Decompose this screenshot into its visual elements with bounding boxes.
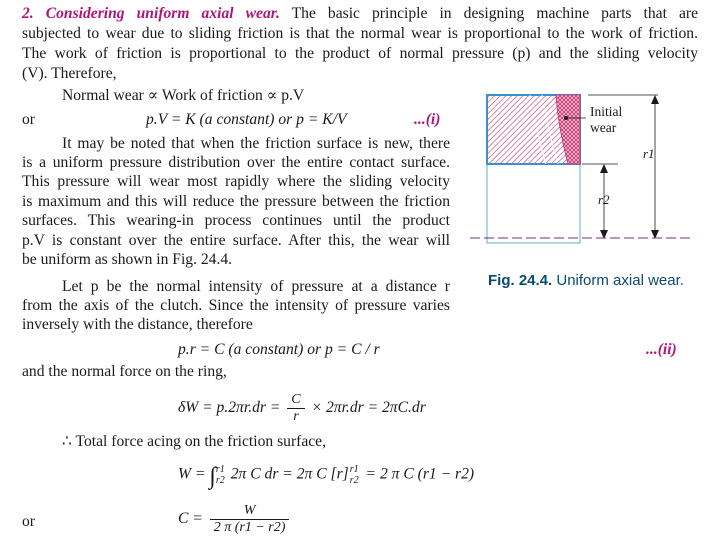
label-r1: r1 [643, 146, 655, 161]
label-initial: Initial [590, 104, 623, 119]
bracket-lower-limit: r2 [349, 475, 359, 486]
figure-caption-number: Fig. 24.4. [488, 272, 553, 289]
r2-arrow-up [600, 164, 608, 173]
fraction-denominator-c: 2 π (r1 − r2) [210, 519, 290, 536]
para3-line2: from the axis of the clutch. Since the intensity of pressure varies [22, 297, 450, 314]
fraction-denominator: r [287, 408, 304, 425]
figure-caption [488, 272, 684, 289]
or-label-2: or [22, 513, 35, 530]
para3-line3: inversely with the distance, therefore [22, 316, 253, 333]
integral-upper-limit: r1 [215, 464, 225, 475]
para2-line4: is maximum and this will reduce the pressure between the friction [22, 193, 450, 210]
fraction-w-over-denom [210, 503, 290, 536]
para2-line7: be uniform as shown in Fig. 24.4. [22, 251, 233, 268]
equation-w-rhs: 2π C dr = 2π C [r] [230, 465, 349, 483]
equation-pv: p.V = K (a constant) or p = K/V [146, 111, 347, 128]
equation-wear: Normal wear ∝ Work of friction ∝ p.V [62, 87, 305, 104]
figure-caption-text: Uniform axial wear. [556, 272, 684, 289]
equation-dw-rhs: × 2πr.dr = 2πC.dr [311, 399, 426, 417]
equation-dw [178, 392, 426, 425]
para2-line2: is a uniform pressure distribution over the entire contact surface. [22, 154, 450, 171]
equation-total-force [178, 463, 475, 490]
integral-sign: ∫ [209, 463, 216, 490]
para2-line3: This pressure will wear most rapidly where the sliding velocity [22, 173, 450, 190]
bracket-upper-limit: r1 [349, 464, 359, 475]
equation-number-ii: ...(ii) [646, 341, 677, 358]
para2-line6: p.V is constant over the entire surface. After this, the wear will [22, 232, 450, 249]
label-r2: r2 [598, 192, 610, 207]
label-wear: wear [590, 120, 617, 135]
para3-line1: Let p be the normal intensity of pressure at a distance r [62, 278, 450, 295]
fraction-numerator: C [291, 392, 301, 407]
section-heading: 2. Considering uniform axial wear. [22, 5, 280, 22]
integral-limits [216, 464, 225, 486]
fraction-numerator-w: W [243, 503, 256, 518]
para1-line4: (V). Therefore, [22, 65, 117, 82]
equation-c-lhs: C = [178, 510, 203, 528]
fraction-c-over-r [287, 392, 304, 425]
para4-line1: and the normal force on the ring, [22, 363, 227, 380]
figure-uniform-axial-wear [470, 86, 700, 246]
equation-dw-lhs: δW = p.2πr.dr = [178, 399, 281, 417]
or-label-1: or [22, 111, 35, 128]
equation-w-lhs: W = [178, 465, 206, 483]
para1-line2: subjected to wear due to sliding friction is that the normal wear is proportional to the work of friction. [22, 25, 698, 42]
para2-line1: It may be noted that when the friction surface is new, there [62, 135, 450, 152]
r1-arrow-up [651, 95, 659, 104]
bracket-limits [350, 464, 359, 486]
integral-lower-limit: r2 [215, 475, 225, 486]
para5-line1: ∴ Total force acing on the friction surface, [62, 433, 326, 450]
equation-pr: p.r = C (a constant) or p = C / r [178, 341, 380, 358]
equation-c [178, 503, 292, 536]
para1-line1 [22, 4, 698, 23]
equation-number-i: ...(i) [414, 111, 441, 128]
para2-line5: surfaces. This wearing-in process continues until the product [22, 212, 450, 229]
para1-line3: The work of friction is proportional to the product of normal pressure (p) and the sliding velocity [22, 45, 698, 62]
equation-w-result: = 2 π C (r1 − r2) [365, 465, 475, 483]
para1-line1-text: The basic principle in designing machine parts that are [291, 5, 698, 22]
